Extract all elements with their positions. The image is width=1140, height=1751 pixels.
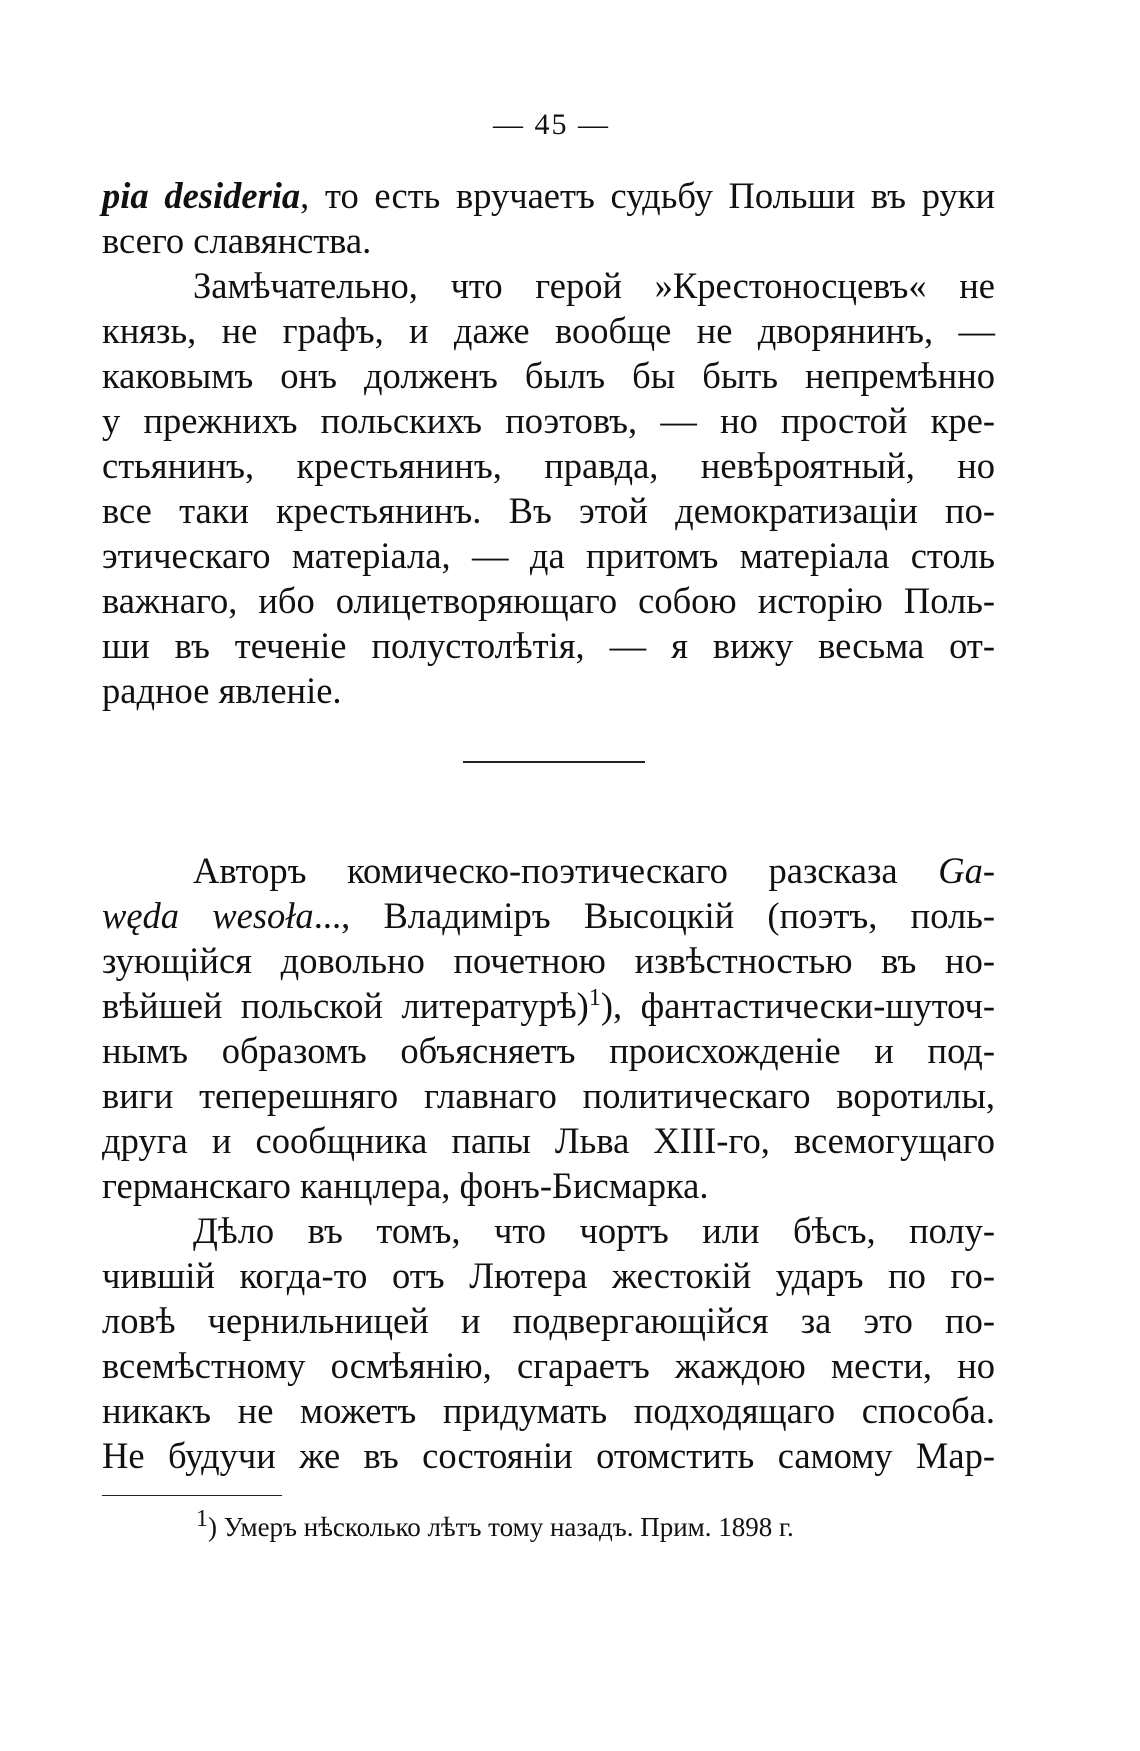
text-line: радное явленіе. [102,670,342,711]
text-line: зующійся довольно почетною извѣстностью въ но- [102,940,995,981]
footnote-marker: 1 [196,1506,208,1532]
text-run: Авторъ комическо-поэтическаго разсказа [193,850,939,891]
title-italic: węda wesoła [102,895,314,936]
text-line: друга и сообщника папы Льва XIII-го, всемогущаго [102,1120,995,1161]
text-line: этическаго матеріала, — да притомъ матеріала столь [102,535,995,576]
footnote-rule [102,1495,282,1496]
text-run: ..., Владиміръ Высоцкій (поэтъ, поль- [313,895,995,936]
text-line: Замѣчательно, что герой »Крестоносцевъ« не [193,265,995,306]
text-line: виги теперешняго главнаго политическаго воротилы, [102,1075,995,1116]
text-line: ловѣ чернильницей и подвергающійся за это по- [102,1300,995,1341]
text-line: чившій когда-то отъ Лютера жестокій ударъ по го- [102,1255,995,1296]
text-line [102,173,995,218]
text-line: каковымъ онъ долженъ былъ бы быть непремѣнно [102,355,995,396]
text-run: вѣйшей польской литературѣ) [102,985,589,1026]
footnote-text: ) Умеръ нѣсколько лѣтъ тому назадъ. Прим. 1898 г. [208,1512,794,1542]
text-line: Не будучи же въ состояніи отомстить самому Мар- [102,1435,995,1476]
text-line [193,848,995,893]
section-divider [463,761,645,763]
text-line: германскаго канцлера, фонъ-Бисмарка. [102,1165,709,1206]
text-line: ши въ теченіе полустолѣтія, — я вижу весьма от- [102,625,995,666]
text-line: нымъ образомъ объясняетъ происхожденіе и под- [102,1030,995,1071]
text-line: никакъ не можетъ придумать подходящаго способа. [102,1390,995,1431]
text-line: всемѣстному осмѣянію, сгараетъ жаждою мести, но [102,1345,995,1386]
text-line: князь, не графъ, и даже вообще не дворянинъ, — [102,310,995,351]
text-line: всего славянства. [102,220,372,261]
text-line: стьянинъ, крестьянинъ, правда, невѣроятный, но [102,445,995,486]
text-line [102,893,995,938]
latin-phrase: pia desideria [102,175,301,216]
text-line [102,983,995,1028]
text-line: все таки крестьянинъ. Въ этой демократизаціи по- [102,490,995,531]
text-line: важнаго, ибо олицетворяющаго собою исторію Поль- [102,580,995,621]
title-italic: Ga- [938,850,995,891]
text-run: ), фантастически-шуточ- [600,985,995,1026]
text-line: у прежнихъ польскихъ поэтовъ, — но простой кре- [102,400,995,441]
page-number: — 45 — [493,108,610,141]
footnote [196,1508,996,1546]
footnote-reference: 1 [588,984,601,1011]
text-run: , то есть вручаетъ судьбу Польши въ руки [300,175,995,216]
text-line: Дѣло въ томъ, что чортъ или бѣсъ, полу- [193,1210,995,1251]
